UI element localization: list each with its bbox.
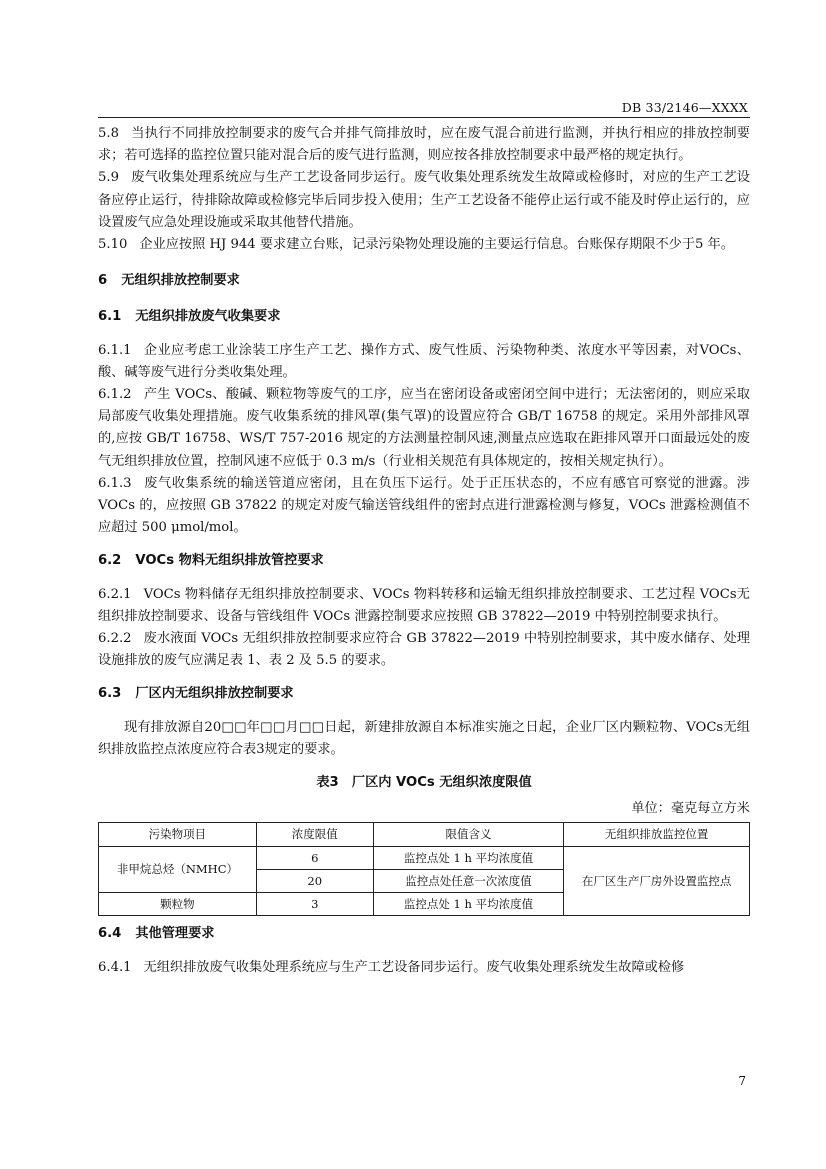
location-cell: 在厂区生产厂房外设置监控点 [564,846,750,916]
clause-6-3-text: 现有排放源自20□□年□□月□□日起，新建排放源自本标准实施之日起，企业厂区内颗粒物、VOCs无组织排放监控点浓度应符合表3规定的要求。 [98,719,750,757]
clause-5-10 [98,234,750,256]
section-number: 6.2 [98,553,122,569]
clause-number: 6.1.2 [98,387,132,403]
table-header-cell: 污染物项目 [99,823,257,846]
limit-cell: 20 [256,869,373,892]
section-6-heading [98,270,750,292]
clause-text: 当执行不同排放控制要求的废气合并排气筒排放时，应在废气混合前进行监测，并执行相应的排放控制要求；若可选择的监控位置只能对混合后的废气进行监测，则应按各排放控制要求中最严格的规定执行。 [98,126,750,164]
section-number: 6 [98,273,108,289]
table-header-cell: 限值含义 [373,823,564,846]
header-rule [98,117,750,118]
page-number: 7 [738,1074,746,1088]
clause-text: 产生 VOCs、酸碱、颗粒物等废气的工序，应当在密闭设备或密闭空间中进行；无法密闭的，则应采取局部废气收集处理措施。废气收集系统的排风罩(集气罩)的设置应符合 GB/T 16758 的规定。采用外部排风罩的,应按 GB/T 16758、WS/T 757-2016 规定的方法测量控制风速,测量点应选取在距排风罩开口面最远处的废气无组织排放位置，控制风速不应低于 0.3 m/s（行业相关规范有具体规定的，按相关规定执行）。 [98,387,750,469]
doc-code-header: DB 33/2146—XXXX [621,100,748,115]
clause-5-9 [98,167,750,234]
section-title: 其他管理要求 [135,926,215,942]
clause-5-8 [98,123,750,167]
section-title: 无组织排放控制要求 [121,273,240,289]
table-header-cell: 浓度限值 [256,823,373,846]
section-title: 厂区内无组织排放控制要求 [135,686,294,702]
clause-number: 5.8 [98,126,119,141]
section-title: VOCs 物料无组织排放管控要求 [135,553,324,569]
clause-text: 废水液面 VOCs 无组织排放控制要求应符合 GB 37822—2019 中特别控制要求，其中废水储存、处理设施排放的废气应满足表 1、表 2 及 5.5 的要求。 [98,631,750,669]
table-header-row [99,823,750,846]
clause-text: 废气收集系统的输送管道应密闭，且在负压下运行。处于正压状态的，不应有感官可察觉的泄露。涉 VOCs 的，应按照 GB 37822 的规定对废气输送管线组件的密封点进行泄露检测与修复，VOCs 泄露检测值不应超过 500 μmol/mol。 [98,475,750,536]
section-6-4-heading [98,923,750,945]
pollutant-cell: 非甲烷总烃（NMHC） [99,846,257,892]
pollutant-cell: 颗粒物 [99,893,257,916]
clause-6-2-2 [98,628,750,672]
clause-text: 企业应按照 HJ 944 要求建立台账，记录污染物处理设施的主要运行信息。台账保存期限不少于5 年。 [139,237,734,253]
meaning-cell: 监控点处任意一次浓度值 [373,869,564,892]
document-body [98,123,750,979]
meaning-cell: 监控点处 1 h 平均浓度值 [373,846,564,869]
limit-cell: 6 [256,846,373,869]
clause-text: 企业应考虑工业涂装工序生产工艺、操作方式、废气性质、污染物种类、浓度水平等因素，对VOCs、酸、碱等废气进行分类收集处理。 [98,342,750,380]
clause-6-1-2 [98,384,750,473]
table-3-caption: 表3 厂区内 VOCs 无组织浓度限值 [316,775,532,791]
meaning-cell: 监控点处 1 h 平均浓度值 [373,893,564,916]
section-number: 6.3 [98,686,122,702]
clause-number: 6.2.1 [98,586,132,602]
section-number: 6.4 [98,926,122,942]
section-6-2-heading [98,550,750,572]
section-6-3-heading [98,683,750,705]
clause-6-1-3 [98,473,750,540]
clause-number: 5.10 [98,237,128,253]
clause-number: 6.1.3 [98,475,132,491]
clause-6-4-1 [98,957,750,979]
clause-6-1-1 [98,340,750,384]
table-3 [98,822,750,916]
table-row [99,846,750,869]
clause-number: 6.2.2 [98,631,132,647]
clause-text: 废气收集处理系统应与生产工艺设备同步运行。废气收集处理系统发生故障或检修时，对应的生产工艺设备应停止运行，待排除故障或检修完毕后同步投入使用；生产工艺设备不能停止运行或不能及时停止运行的，应设置废气应急处理设施或采取其他替代措施。 [98,170,750,230]
section-title: 无组织排放废气收集要求 [135,309,281,325]
clause-number: 6.4.1 [98,959,132,975]
clause-text: 无组织排放废气收集处理系统应与生产工艺设备同步运行。废气收集处理系统发生故障或检修 [143,959,685,975]
clause-text: VOCs 物料储存无组织排放控制要求、VOCs 物料转移和运输无组织排放控制要求、工艺过程 VOCs无组织排放控制要求、设备与管线组件 VOCs 泄露控制要求应按照 GB 37822—2019 中特别控制要求执行。 [98,586,750,624]
limit-cell: 3 [256,893,373,916]
clause-number: 5.9 [98,170,119,186]
section-number: 6.1 [98,309,122,325]
section-6-1-heading [98,306,750,328]
table-header-cell: 无组织排放监控位置 [564,823,750,846]
clause-number: 6.1.1 [98,342,132,358]
clause-6-2-1 [98,584,750,628]
table-3-unit: 单位：毫克每立方米 [631,801,750,817]
